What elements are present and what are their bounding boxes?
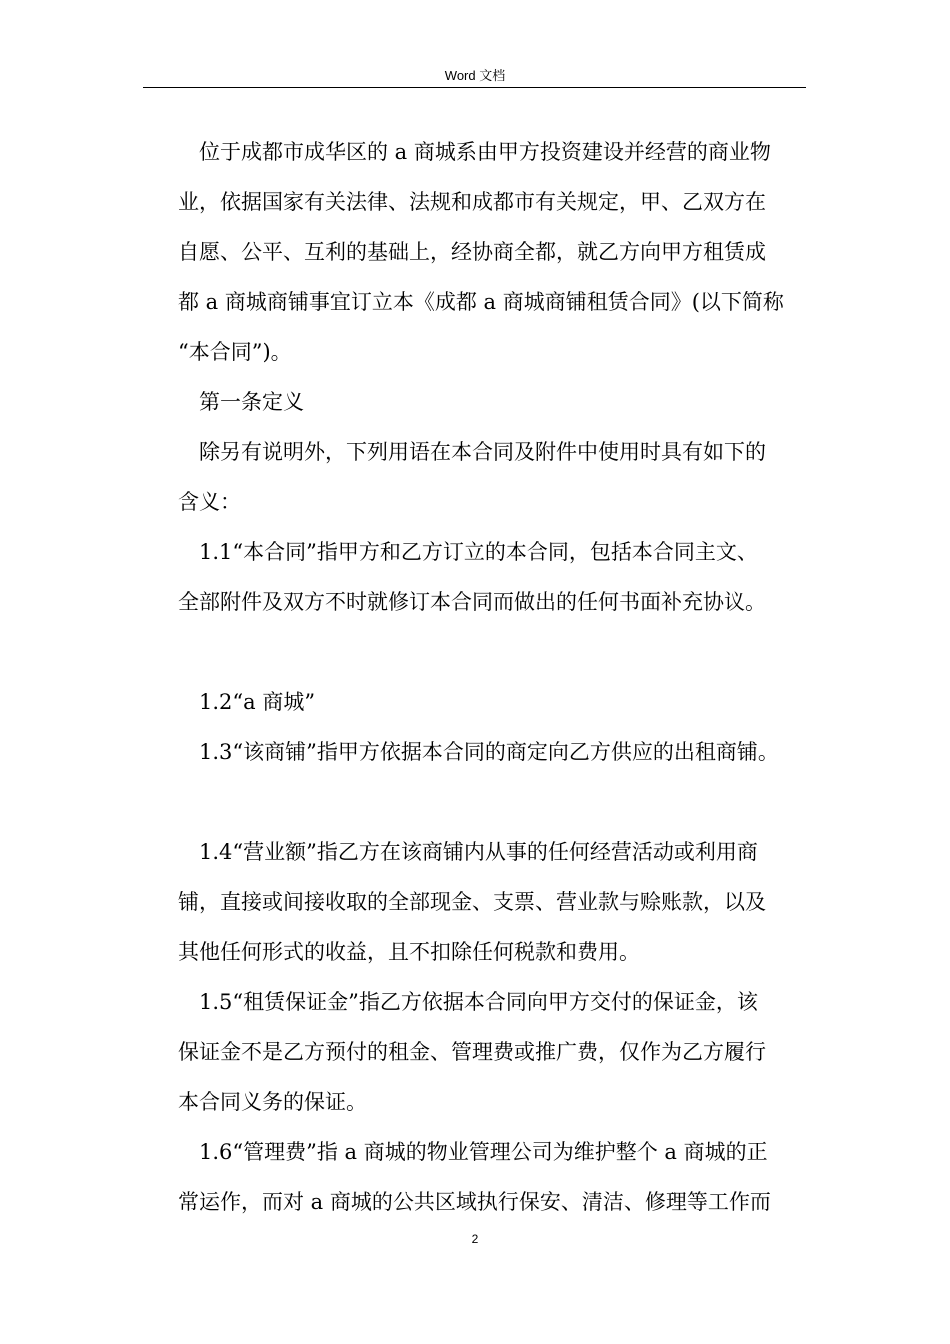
clause-1-3 — [178, 727, 808, 777]
section-heading — [178, 377, 808, 427]
clause-1-4 — [178, 827, 808, 977]
text-line: 1.2“a 商城” — [199, 690, 316, 714]
text-line: 含义： — [178, 490, 241, 514]
text-line: 1.5“租赁保证金”指乙方依据本合同向甲方交付的保证金，该 — [199, 990, 758, 1014]
text-line: 1.4“营业额”指乙方在该商铺内从事的任何经营活动或利用商 — [199, 840, 758, 864]
text-line: 常运作，而对 a 商城的公共区域执行保安、清洁、修理等工作而 — [178, 1190, 771, 1214]
text-line: 位于成都市成华区的 a 商城系由甲方投资建设并经营的商业物 — [199, 140, 771, 164]
text-line: 第一条定义 — [199, 390, 304, 414]
text-line: 保证金不是乙方预付的租金、管理费或推广费，仅作为乙方履行 — [178, 1040, 766, 1064]
text-line: 1.1“本合同”指甲方和乙方订立的本合同，包括本合同主文、 — [199, 540, 758, 564]
text-line: “本合同”)。 — [178, 340, 292, 364]
text-line: 1.3“该商铺”指甲方依据本合同的商定向乙方供应的出租商铺。 — [199, 740, 779, 764]
page-number: 2 — [471, 1232, 479, 1246]
blank-line — [178, 627, 808, 677]
header-title: Word 文档 — [444, 68, 506, 83]
clause-1-2 — [178, 677, 808, 727]
header-divider — [143, 87, 806, 88]
document-body — [178, 127, 808, 1227]
text-line: 本合同义务的保证。 — [178, 1090, 367, 1114]
text-line: 除另有说明外，下列用语在本合同及附件中使用时具有如下的 — [199, 440, 766, 464]
clause-1-6 — [178, 1127, 808, 1227]
paragraph-definitions-intro — [178, 427, 808, 527]
text-line: 全部附件及双方不时就修订本合同而做出的任何书面补充协议。 — [178, 590, 766, 614]
clause-1-1 — [178, 527, 808, 627]
clause-1-5 — [178, 977, 808, 1127]
text-line: 都 a 商城商铺事宜订立本《成都 a 商城商铺租赁合同》(以下简称 — [178, 290, 784, 314]
paragraph-intro — [178, 127, 808, 377]
text-line: 自愿、公平、互利的基础上，经协商全都，就乙方向甲方租赁成 — [178, 240, 766, 264]
text-line: 业，依据国家有关法律、法规和成都市有关规定，甲、乙双方在 — [178, 190, 766, 214]
blank-line — [178, 777, 808, 827]
text-line: 1.6“管理费”指 a 商城的物业管理公司为维护整个 a 商城的正 — [199, 1140, 768, 1164]
text-line: 其他任何形式的收益，且不扣除任何税款和费用。 — [178, 940, 640, 964]
text-line: 铺，直接或间接收取的全部现金、支票、营业款与赊账款，以及 — [178, 890, 766, 914]
